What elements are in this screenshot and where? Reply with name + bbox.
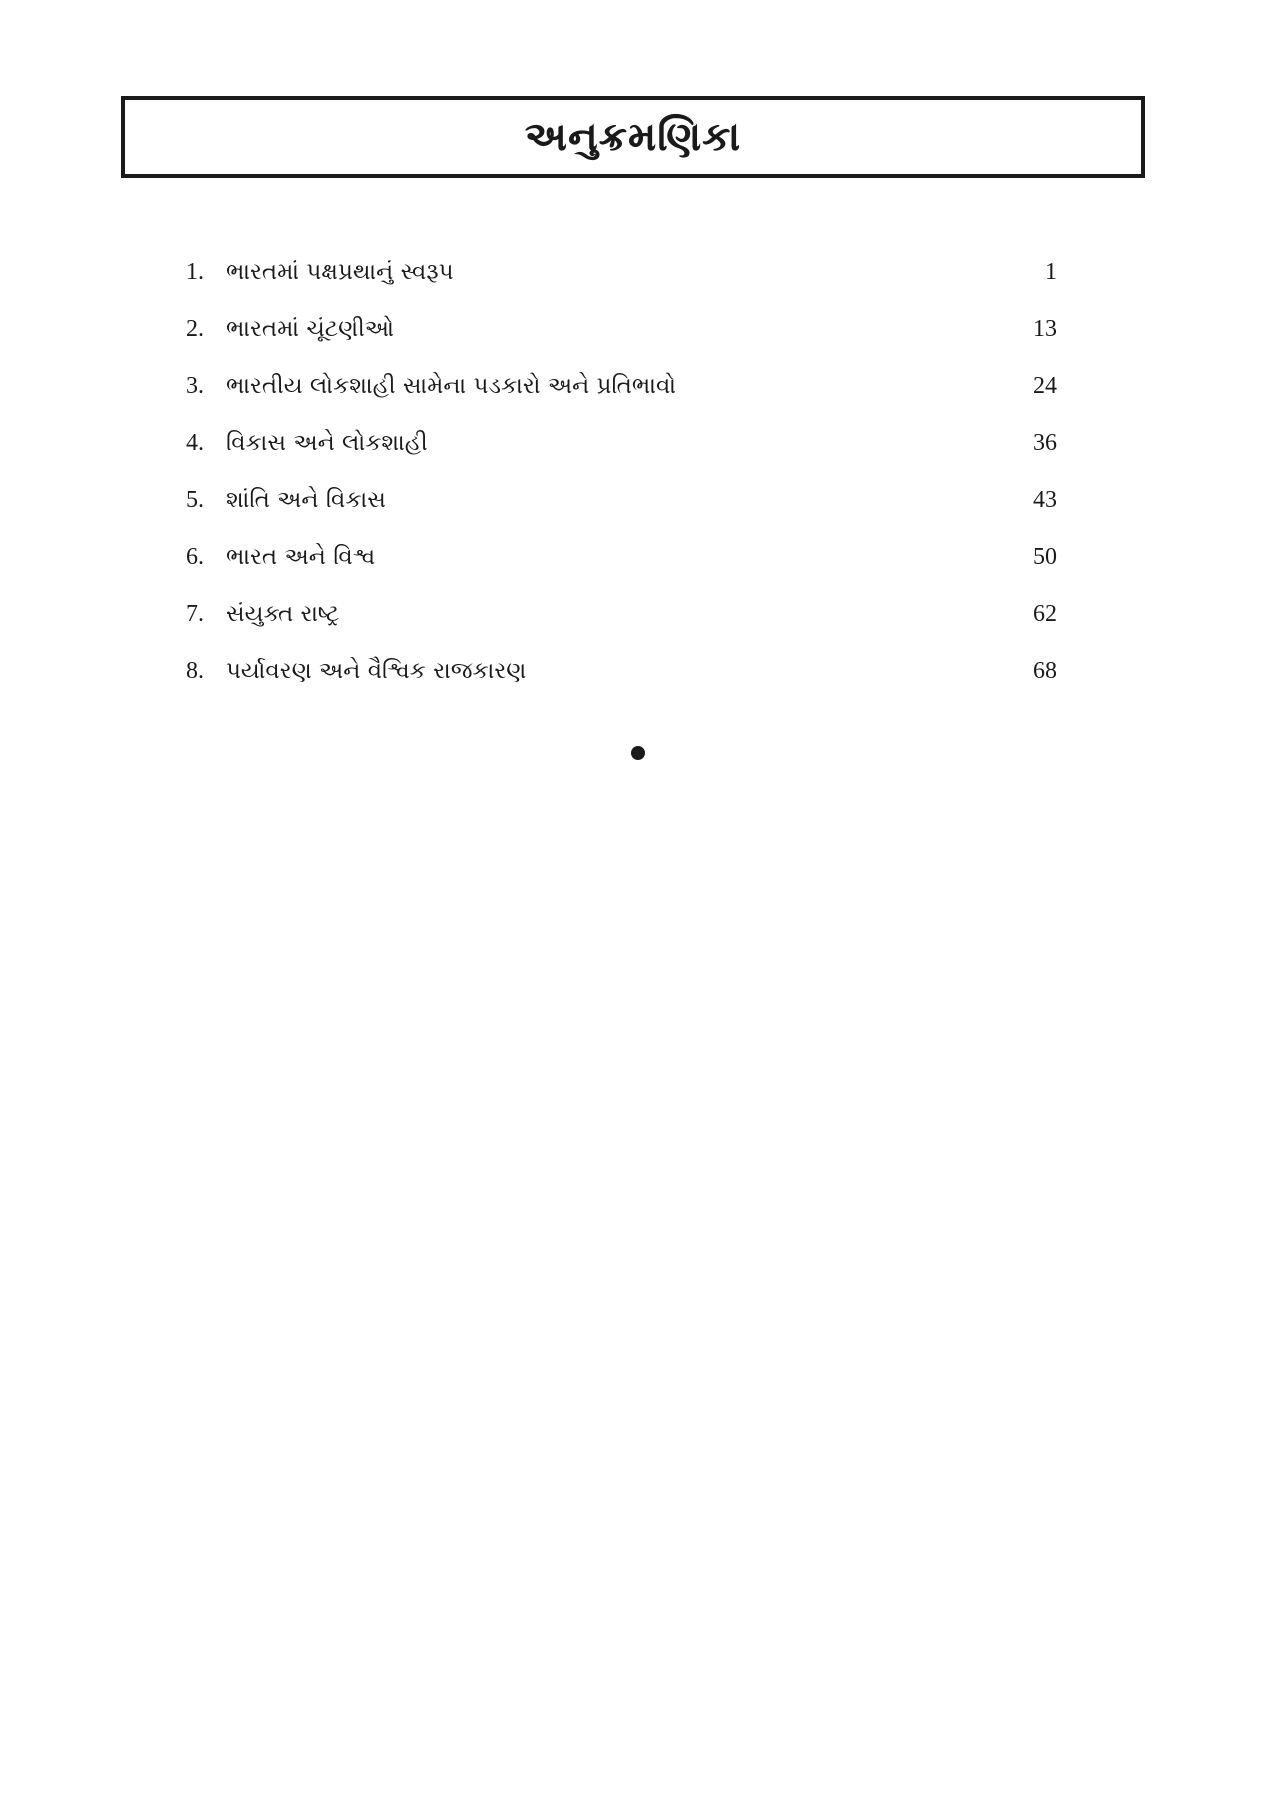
toc-item-8[interactable] [186,651,1057,708]
toc-item-number: 8. [186,658,204,684]
toc-item-title[interactable]: વિકાસ અને લોકશાહી [226,430,428,456]
toc-item-title[interactable]: ભારત અને વિશ્વ [226,544,376,570]
toc-item-page: 68 [1033,658,1057,684]
toc-item-1[interactable] [186,252,1057,309]
toc-item-number: 4. [186,430,204,456]
toc-item-page: 50 [1033,544,1057,570]
toc-item-page: 43 [1033,487,1057,513]
toc-item-2[interactable] [186,309,1057,366]
toc-item-title[interactable]: ભારતીય લોકશાહી સામેના પડકારો અને પ્રતિભાવો [226,373,677,399]
table-of-contents [186,252,1057,708]
toc-item-title[interactable]: ભારતમાં પક્ષપ્રથાનું સ્વરૂપ [226,259,454,285]
toc-item-7[interactable] [186,594,1057,651]
toc-item-number: 1. [186,259,204,285]
toc-item-number: 5. [186,487,204,513]
toc-item-4[interactable] [186,423,1057,480]
toc-item-title[interactable]: શાંતિ અને વિકાસ [226,487,386,513]
toc-item-6[interactable] [186,537,1057,594]
toc-item-number: 2. [186,316,204,342]
toc-item-page: 36 [1033,430,1057,456]
toc-item-page: 13 [1033,316,1057,342]
toc-item-3[interactable] [186,366,1057,423]
toc-item-page: 1 [1045,259,1057,285]
toc-item-page: 62 [1033,601,1057,627]
toc-item-title[interactable]: સંયુક્ત રાષ્ટ્ર [226,601,340,627]
toc-item-title[interactable]: પર્યાવરણ અને વૈશ્વિક રાજકારણ [226,658,527,684]
toc-item-number: 6. [186,544,204,570]
toc-item-title[interactable]: ભારતમાં ચૂંટણીઓ [226,316,395,342]
toc-item-page: 24 [1033,373,1057,399]
toc-item-number: 7. [186,601,204,627]
toc-item-number: 3. [186,373,204,399]
bullet-icon [631,746,645,760]
page-title: અનુક્રમણિકા [524,114,742,160]
toc-item-5[interactable] [186,480,1057,537]
title-box [121,96,1145,178]
